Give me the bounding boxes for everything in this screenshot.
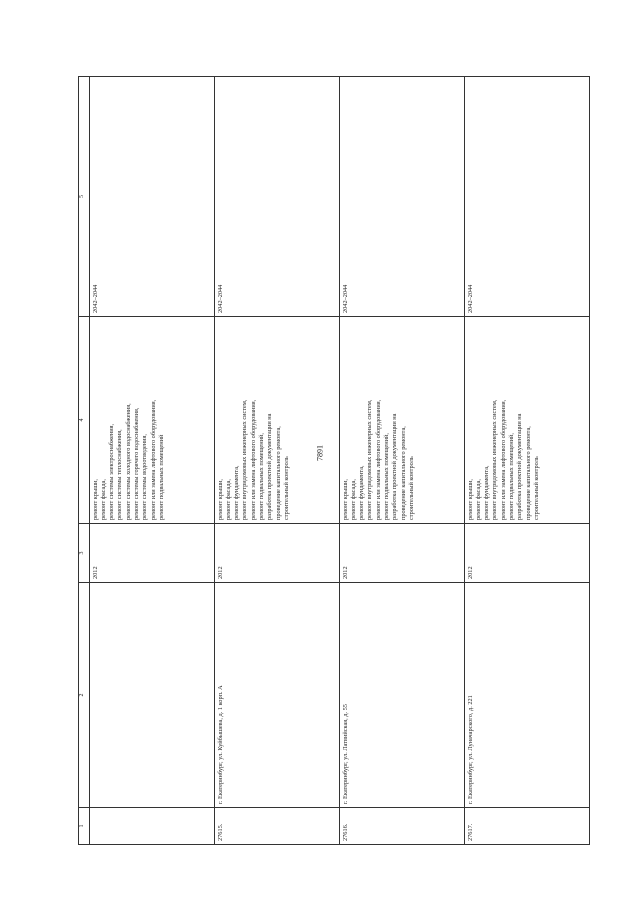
year-cell: 2012	[215, 524, 340, 583]
work-item: строительный контроль	[407, 456, 415, 520]
work-item: ремонт подвальных помещений,	[507, 433, 515, 520]
work-item: ремонт внутридомовых инженерных систем,	[366, 399, 374, 520]
work-item: ремонт внутридомовых инженерных систем,	[241, 399, 249, 520]
table-row	[90, 77, 215, 845]
column-header: 2	[79, 583, 90, 808]
work-item: ремонт фасада,	[224, 479, 232, 520]
period-cell: 2042–2044	[465, 77, 590, 317]
works-cell	[215, 317, 340, 524]
repair-schedule-table	[78, 76, 590, 845]
row-number: 27615.	[215, 808, 340, 845]
work-item: ремонт подвальных помещений,	[382, 433, 390, 520]
work-item: ремонт фасада,	[99, 479, 107, 520]
work-item: ремонт системы теплоснабжения,	[116, 429, 124, 520]
work-item: разработка проектной документации на	[516, 413, 524, 520]
work-item: ремонт или замена лифтового оборудования,	[249, 399, 257, 520]
work-item: ремонт фундамента,	[483, 465, 491, 520]
work-item: ремонт фасада,	[349, 479, 357, 520]
column-header: 3	[79, 524, 90, 583]
year-cell: 2012	[90, 524, 215, 583]
work-item: ремонт системы водоотведения,	[141, 434, 149, 520]
work-item: проведение капитального ремонта,	[524, 426, 532, 520]
works-cell	[340, 317, 465, 524]
period-cell: 2042–2044	[90, 77, 215, 317]
header-row	[79, 77, 90, 845]
work-item: проведение капитального ремонта,	[399, 426, 407, 520]
column-header: 4	[79, 317, 90, 524]
row-number: 27616.	[340, 808, 465, 845]
table-row	[340, 77, 465, 845]
period-cell: 2042–2044	[340, 77, 465, 317]
work-item: ремонт системы электроснабжения,	[108, 423, 116, 520]
work-item: проведение капитального ремонта,	[274, 426, 282, 520]
work-item: ремонт крыши,	[216, 478, 224, 520]
column-header: 5	[79, 77, 90, 317]
work-item: ремонт фундамента,	[233, 465, 241, 520]
work-item: ремонт крыши,	[91, 478, 99, 520]
work-item: строительный контроль	[282, 456, 290, 520]
work-item: ремонт крыши,	[341, 478, 349, 520]
table-row	[215, 77, 340, 845]
work-item: ремонт системы холодного водоснабжения,	[124, 403, 132, 520]
work-item: ремонт или замена лифтового оборудования,	[499, 399, 507, 520]
year-cell: 2012	[340, 524, 465, 583]
work-item: ремонт крыши,	[466, 478, 474, 520]
row-number: 27617.	[465, 808, 590, 845]
period-cell: 2042–2044	[215, 77, 340, 317]
work-item: ремонт или замена лифтового оборудования,	[374, 399, 382, 520]
work-item: разработка проектной документации на	[266, 413, 274, 520]
work-item: ремонт или замена лифтового оборудования,	[149, 399, 157, 520]
table-container	[78, 77, 590, 845]
work-item: ремонт фасада,	[474, 479, 482, 520]
work-item: строительный контроль	[532, 456, 540, 520]
table-row	[465, 77, 590, 845]
address-cell: г. Екатеринбург, ул. Луначарского, д. 221	[465, 583, 590, 808]
works-cell	[90, 317, 215, 524]
row-number	[90, 808, 215, 845]
address-cell: г. Екатеринбург, ул. Куйбышева, д. 1 корп. А	[215, 583, 340, 808]
address-cell	[90, 583, 215, 808]
page-number: 7891	[315, 445, 325, 461]
work-item: ремонт внутридомовых инженерных систем,	[491, 399, 499, 520]
address-cell: г. Екатеринбург, ул. Латвийская, д. 55	[340, 583, 465, 808]
work-item: ремонт фундамента,	[358, 465, 366, 520]
work-item: ремонт подвальных помещений	[157, 434, 165, 520]
year-cell: 2012	[465, 524, 590, 583]
work-item: ремонт подвальных помещений,	[257, 433, 265, 520]
work-item: разработка проектной документации на	[391, 413, 399, 520]
work-item: ремонт системы горячего водоснабжения,	[132, 407, 140, 520]
works-cell	[465, 317, 590, 524]
column-header: 1	[79, 808, 90, 845]
